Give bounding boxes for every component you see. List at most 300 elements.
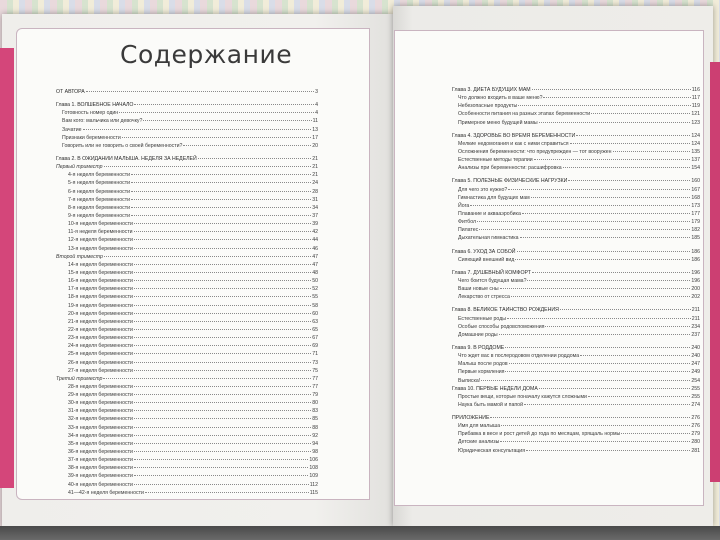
toc-entry [452, 234, 700, 242]
toc-leader-dots [134, 475, 308, 476]
toc-entry-page: 71 [312, 351, 318, 358]
toc-entry [56, 236, 318, 244]
toc-entry [452, 352, 700, 360]
toc-entry [56, 407, 318, 415]
toc-entry-label: Домашние роды [458, 331, 498, 338]
toc-entry [452, 393, 700, 401]
toc-leader-dots [134, 305, 311, 306]
toc-entry-label: Что должно входить в ваше меню? [458, 95, 543, 102]
toc-leader-dots [527, 280, 690, 281]
toc-entry-label: Сияющий внешний вид [458, 256, 515, 263]
toc-entry-label: 21-я неделя беременности [68, 318, 133, 325]
toc-entry-page: 31 [312, 196, 318, 203]
toc-entry-page: 255 [691, 385, 700, 392]
toc-entry-page: 108 [309, 465, 318, 472]
right-cover-edge [710, 62, 720, 482]
toc-entry [56, 481, 318, 489]
toc-entry-page: 21 [312, 155, 318, 162]
toc-leader-dots [134, 370, 311, 371]
toc-entry [56, 448, 318, 456]
toc-entry-label: 39-я неделя беременности [68, 473, 133, 480]
toc-leader-dots [134, 435, 311, 436]
toc-entry-label: Детские анализы [458, 439, 500, 446]
toc-entry-label: Чего боится будущая мама? [458, 277, 527, 284]
toc-entry-page: 60 [312, 310, 318, 317]
toc-entry-label: 40-я неделя беременности [68, 481, 133, 488]
toc-entry-label: 19-я неделя беременности [68, 302, 133, 309]
toc-leader-dots [134, 484, 309, 485]
toc-entry-page: 276 [691, 415, 700, 422]
toc-leader-dots [134, 410, 311, 411]
toc-entry [56, 261, 318, 269]
toc-entry-page: 3 [315, 89, 318, 95]
toc-entry-label: Простые вещи, которые поначалу кажутся сложными [458, 393, 587, 400]
toc-entry [56, 179, 318, 187]
toc-entry [452, 186, 700, 194]
toc-entry-page: 179 [691, 219, 700, 226]
toc-entry-label: 25-я неделя беременности [68, 351, 133, 358]
toc-leader-dots [134, 418, 311, 419]
toc-entry-page: 168 [691, 194, 700, 201]
toc-leader-dots [470, 205, 690, 206]
toc-entry-label: 27-я неделя беременности [68, 367, 133, 374]
toc-entry-page: 281 [691, 447, 700, 454]
toc-entry-label: 35-я неделя беременности [68, 440, 133, 447]
toc-leader-dots [505, 371, 690, 372]
toc-leader-dots [134, 104, 314, 105]
toc-entry [452, 148, 700, 156]
toc-entry [56, 88, 318, 96]
toc-entry-label: Малыш после родов [458, 361, 508, 368]
toc-leader-dots [576, 135, 690, 136]
toc-entry-label: Первый триместр [56, 164, 103, 171]
toc-entry-page: 119 [691, 103, 700, 110]
toc-entry [56, 367, 318, 375]
toc-entry [56, 334, 318, 342]
toc-entry-page: 98 [312, 449, 318, 456]
toc-entry-label: Глава 2. В ОЖИДАНИИ МАЛЫША. НЕДЕЛЯ ЗА НЕДЕЛЕЙ [56, 155, 197, 162]
toc-entry-label: Зачатие [62, 126, 82, 133]
toc-entry-label: 4-я неделя беременности [68, 172, 131, 179]
toc-entry-page: 44 [312, 237, 318, 244]
toc-entry [452, 140, 700, 148]
toc-entry-label: Глава 6. УХОД ЗА СОБОЙ [452, 248, 516, 255]
toc-entry [56, 489, 318, 497]
toc-entry [452, 102, 700, 110]
toc-entry-label: 10-я неделя беременности [68, 221, 133, 228]
toc-entry [56, 196, 318, 204]
toc-entry-page: 196 [691, 277, 700, 284]
toc-leader-dots [134, 321, 311, 322]
toc-leader-dots [539, 388, 691, 389]
toc-entry-label: 36-я неделя беременности [68, 449, 133, 456]
toc-leader-dots [591, 113, 690, 114]
toc-entry-page: 182 [691, 227, 700, 234]
toc-entry [452, 385, 700, 393]
toc-entry-page: 47 [312, 253, 318, 260]
page-title: Содержание [120, 40, 293, 69]
toc-entry-label: Глава 1. ВОЛШЕБНОЕ НАЧАЛО [56, 102, 134, 109]
toc-entry-page: 280 [691, 439, 700, 446]
toc-entry-page: 279 [691, 431, 700, 438]
toc-entry-page: 37 [312, 212, 318, 219]
toc-entry-label: Выписка! [458, 377, 481, 384]
toc-leader-dots [134, 459, 308, 460]
toc-entry [56, 212, 318, 220]
toc-leader-dots [134, 353, 311, 354]
toc-leader-dots [134, 288, 311, 289]
toc-entry-page: 67 [312, 335, 318, 342]
toc-leader-dots [134, 239, 311, 240]
toc-leader-dots [83, 129, 312, 130]
toc-leader-dots [134, 313, 311, 314]
toc-entry-page: 196 [691, 269, 700, 276]
toc-entry [452, 438, 700, 446]
toc-entry-page: 73 [312, 359, 318, 366]
toc-entry [56, 424, 318, 432]
toc-leader-dots [522, 213, 691, 214]
toc-leader-dots [511, 296, 691, 297]
toc-entry-label: Естественные роды [458, 315, 506, 322]
toc-entry-page: 21 [312, 172, 318, 179]
toc-entry-page: 121 [691, 111, 700, 118]
toc-leader-dots [131, 174, 311, 175]
toc-entry-page: 106 [309, 457, 318, 464]
toc-entry [56, 432, 318, 440]
toc-entry-page: 69 [312, 343, 318, 350]
toc-entry [452, 269, 700, 277]
toc-entry-page: 115 [309, 489, 318, 496]
toc-entry [452, 226, 700, 234]
toc-entry [452, 194, 700, 202]
toc-entry [452, 344, 700, 352]
toc-entry-page: 17 [312, 134, 318, 141]
toc-leader-dots [563, 167, 691, 168]
toc-entry-page: 20 [312, 142, 318, 149]
toc-leader-dots [134, 223, 311, 224]
toc-entry-label: 23-я неделя беременности [68, 335, 133, 342]
toc-entry-page: 83 [312, 408, 318, 415]
toc-entry [452, 277, 700, 285]
toc-entry-page: 39 [312, 221, 318, 228]
toc-entry-page: 28 [312, 188, 318, 195]
toc-entry-page: 24 [312, 180, 318, 187]
toc-entry [452, 202, 700, 210]
toc-entry [56, 269, 318, 277]
toc-leader-dots [505, 347, 690, 348]
toc-leader-dots [134, 337, 311, 338]
toc-leader-dots [198, 158, 311, 159]
toc-leader-dots [134, 443, 311, 444]
toc-leader-dots [509, 363, 691, 364]
toc-entry-label: 6-я неделя беременности [68, 188, 131, 195]
toc-entry [56, 350, 318, 358]
toc-entry [56, 391, 318, 399]
toc-leader-dots [134, 280, 311, 281]
toc-leader-dots [570, 143, 691, 144]
toc-leader-dots [517, 251, 691, 252]
toc-entry-label: Глава 7. ДУШЕВНЫЙ КОМФОРТ [452, 269, 531, 276]
toc-entry-label: 41—42-я неделя беременности [68, 489, 144, 496]
toc-entry [56, 101, 318, 109]
toc-entry [56, 245, 318, 253]
toc-entry-page: 177 [691, 210, 700, 217]
toc-entry-label: 15-я неделя беременности [68, 269, 133, 276]
toc-entry-label: 38-я неделя беременности [68, 465, 133, 472]
toc-entry-page: 79 [312, 392, 318, 399]
toc-entry-label: Особые способы родовспоможения [458, 323, 545, 330]
toc-leader-dots [534, 159, 691, 160]
toc-entry-label: 13-я неделя беременности [68, 245, 133, 252]
toc-entry-page: 58 [312, 302, 318, 309]
toc-entry-label: 26-я неделя беременности [68, 359, 133, 366]
toc-leader-dots [508, 189, 690, 190]
toc-entry-label: 5-я неделя беременности [68, 180, 131, 187]
toc-entry [452, 177, 700, 185]
toc-leader-dots [134, 386, 311, 387]
toc-entry-page: 21 [312, 164, 318, 171]
toc-entry-page: 11 [312, 118, 318, 125]
toc-leader-dots [104, 256, 311, 257]
toc-entry-label: Второй триместр [56, 253, 103, 260]
toc-entry-page: 254 [691, 377, 700, 384]
toc-entry [452, 414, 700, 422]
toc-entry [56, 126, 318, 134]
toc-entry-label: Глава 9. В РОДДОМЕ [452, 344, 505, 351]
toc-entry [452, 156, 700, 164]
toc-entry-label: 33-я неделя беременности [68, 424, 133, 431]
toc-leader-dots [613, 151, 691, 152]
toc-entry-page: 274 [691, 401, 700, 408]
toc-entry-label: Говорить или не говорить о своей беременности? [62, 142, 183, 149]
toc-entry-page: 65 [312, 326, 318, 333]
toc-entry [452, 315, 700, 323]
toc-entry [452, 210, 700, 218]
toc-entry-label: 17-я неделя беременности [68, 286, 133, 293]
toc-entry-label: 8-я неделя беременности [68, 204, 131, 211]
toc-entry-page: 80 [312, 400, 318, 407]
toc-entry-label: 29-я неделя беременности [68, 392, 133, 399]
toc-entry-page: 42 [312, 229, 318, 236]
toc-leader-dots [515, 259, 690, 260]
toc-entry-page: 211 [691, 307, 700, 314]
toc-entry-label: Небезопасные продукты [458, 103, 518, 110]
toc-entry [452, 218, 700, 226]
toc-entry [56, 117, 318, 125]
toc-entry-page: 116 [691, 87, 700, 93]
toc-entry-label: 9-я неделя беременности [68, 212, 131, 219]
table-edge [0, 526, 720, 540]
toc-leader-dots [131, 199, 311, 200]
toc-entry [56, 456, 318, 464]
toc-entry-page: 167 [691, 186, 700, 193]
toc-leader-dots [104, 166, 312, 167]
toc-entry-page: 160 [691, 178, 700, 185]
toc-entry-label: Йога [458, 202, 470, 209]
toc-entry [56, 142, 318, 150]
toc-leader-dots [507, 318, 691, 319]
toc-leader-dots [621, 433, 690, 434]
toc-entry-label: 7-я неделя беременности [68, 196, 131, 203]
toc-leader-dots [580, 355, 690, 356]
toc-entry-label: Осложнения беременности: что предупрежден — тот вооружен [458, 148, 612, 155]
toc-entry [56, 472, 318, 480]
toc-leader-dots [531, 197, 691, 198]
toc-entry-page: 247 [691, 361, 700, 368]
toc-leader-dots [122, 137, 311, 138]
toc-entry-page: 237 [691, 331, 700, 338]
toc-entry-label: 24-я неделя беременности [68, 343, 133, 350]
toc-entry [56, 464, 318, 472]
toc-leader-dots [134, 427, 311, 428]
toc-entry-label: Глава 3. ДИЕТА БУДУЩИХ МАМ [452, 87, 531, 93]
toc-entry-label: 31-я неделя беременности [68, 408, 133, 415]
toc-entry-label: 28-я неделя беременности [68, 383, 133, 390]
toc-leader-dots [134, 402, 311, 403]
toc-entry-page: 276 [691, 423, 700, 430]
toc-entry-label: Готовность номер один [62, 110, 119, 117]
toc-entry-page: 211 [691, 315, 700, 322]
toc-entry-label: 12-я неделя беременности [68, 237, 133, 244]
toc-leader-dots [543, 97, 690, 98]
toc-entry-label: 11-я неделя беременности [68, 229, 133, 236]
toc-entry [452, 447, 700, 455]
toc-leader-dots [524, 404, 690, 405]
toc-entry [56, 318, 318, 326]
toc-entry [452, 401, 700, 409]
toc-leader-dots [131, 182, 311, 183]
toc-entry-page: 137 [691, 157, 700, 164]
toc-entry-label: Вам кого: мальчика или девочку? [62, 118, 143, 125]
toc-leader-dots [490, 417, 690, 418]
toc-leader-dots [134, 296, 311, 297]
toc-entry [452, 360, 700, 368]
toc-entry-page: 55 [312, 294, 318, 301]
toc-entry-label: 22-я неделя беременности [68, 326, 133, 333]
toc-entry-page: 92 [312, 432, 318, 439]
toc-entry [452, 132, 700, 140]
toc-leader-dots [134, 272, 311, 273]
toc-entry-page: 185 [691, 235, 700, 242]
toc-entry-page: 48 [312, 269, 318, 276]
toc-entry-page: 4 [315, 110, 318, 117]
toc-entry [452, 256, 700, 264]
toc-entry-page: 186 [691, 248, 700, 255]
toc-entry-label: Для чего это нужно? [458, 186, 508, 193]
toc-leader-dots [520, 237, 691, 238]
toc-entry-page: 77 [312, 383, 318, 390]
left-cover-edge [0, 48, 14, 488]
toc-leader-dots [134, 248, 311, 249]
toc-leader-dots [131, 215, 311, 216]
toc-entry [452, 110, 700, 118]
toc-entry [56, 293, 318, 301]
toc-leader-dots [134, 329, 311, 330]
toc-entry-label: Глава 8. ВЕЛИКОЕ ТАИНСТВО РОЖДЕНИЯ [452, 307, 559, 314]
toc-leader-dots [103, 378, 311, 379]
toc-entry-page: 88 [312, 424, 318, 431]
toc-entry [56, 134, 318, 142]
toc-leader-dots [501, 425, 690, 426]
toc-entry-label: Дыхательная гимнастика [458, 235, 519, 242]
toc-entry-page: 117 [691, 95, 700, 102]
toc-entry-page: 75 [312, 367, 318, 374]
toc-entry [452, 422, 700, 430]
toc-leader-dots [183, 145, 311, 146]
toc-entry-label: Прибавка в весе и рост детей до года по месяцам, хрящаль нормы [458, 431, 621, 438]
toc-entry [452, 323, 700, 331]
toc-entry-page: 124 [691, 140, 700, 147]
toc-entry-label: Ваши новые сны [458, 286, 499, 293]
toc-entry [452, 293, 700, 301]
toc-entry-label: Естественные методы терапии [458, 157, 533, 164]
toc-entry [56, 163, 318, 171]
toc-entry-page: 249 [691, 369, 700, 376]
toc-entry [452, 368, 700, 376]
toc-entry-page: 240 [691, 353, 700, 360]
toc-entry-label: Плавание и аквааэробика [458, 210, 521, 217]
toc-entry-page: 63 [312, 318, 318, 325]
toc-entry-page: 34 [312, 204, 318, 211]
toc-entry [452, 306, 700, 314]
toc-entry-label: Глава 4. ЗДОРОВЬЕ ВО ВРЕМЯ БЕРЕМЕННОСТИ [452, 132, 576, 139]
toc-entry-page: 255 [691, 393, 700, 400]
toc-leader-dots [131, 191, 311, 192]
toc-entry [452, 119, 700, 127]
toc-entry-label: Глава 10. ПЕРВЫЕ НЕДЕЛИ ДОМА [452, 385, 538, 392]
toc-entry-page: 200 [691, 286, 700, 293]
toc-entry [56, 220, 318, 228]
toc-entry [56, 171, 318, 179]
toc-entry [56, 415, 318, 423]
toc-entry-page: 154 [691, 165, 700, 172]
toc-entry [452, 285, 700, 293]
toc-entry-page: 123 [691, 119, 700, 126]
toc-leader-dots [560, 309, 691, 310]
toc-entry [56, 109, 318, 117]
toc-entry-label: Примерное меню будущей мамы [458, 119, 538, 126]
toc-entry-page: 173 [691, 202, 700, 209]
toc-entry-label: Фитбол [458, 219, 476, 226]
toc-entry-label: ПРИЛОЖЕНИЕ [452, 415, 490, 422]
toc-entry [56, 188, 318, 196]
toc-entry-page: 234 [691, 323, 700, 330]
toc-entry [452, 377, 700, 385]
toc-entry [56, 383, 318, 391]
toc-entry [56, 342, 318, 350]
toc-entry-label: Гимнастика для будущих мам [458, 194, 530, 201]
toc-entry [452, 164, 700, 172]
toc-entry [452, 248, 700, 256]
toc-entry-label: Первые кормления [458, 369, 505, 376]
toc-entry-label: 20-я неделя беременности [68, 310, 133, 317]
toc-entry [56, 359, 318, 367]
toc-entry-label: Третий триместр [56, 375, 103, 382]
toc-entry-label: Наука быть мамой и папой [458, 401, 523, 408]
toc-entry-page: 77 [312, 375, 318, 382]
toc-entry-page: 50 [312, 278, 318, 285]
toc-right-column [452, 86, 700, 455]
toc-leader-dots [499, 334, 691, 335]
toc-entry-page: 112 [309, 481, 318, 488]
toc-entry [56, 228, 318, 236]
toc-entry [56, 277, 318, 285]
toc-entry-page: 240 [691, 344, 700, 351]
toc-leader-dots [532, 89, 691, 90]
toc-leader-dots [568, 180, 690, 181]
toc-leader-dots [134, 231, 312, 232]
toc-entry-page: 135 [691, 148, 700, 155]
